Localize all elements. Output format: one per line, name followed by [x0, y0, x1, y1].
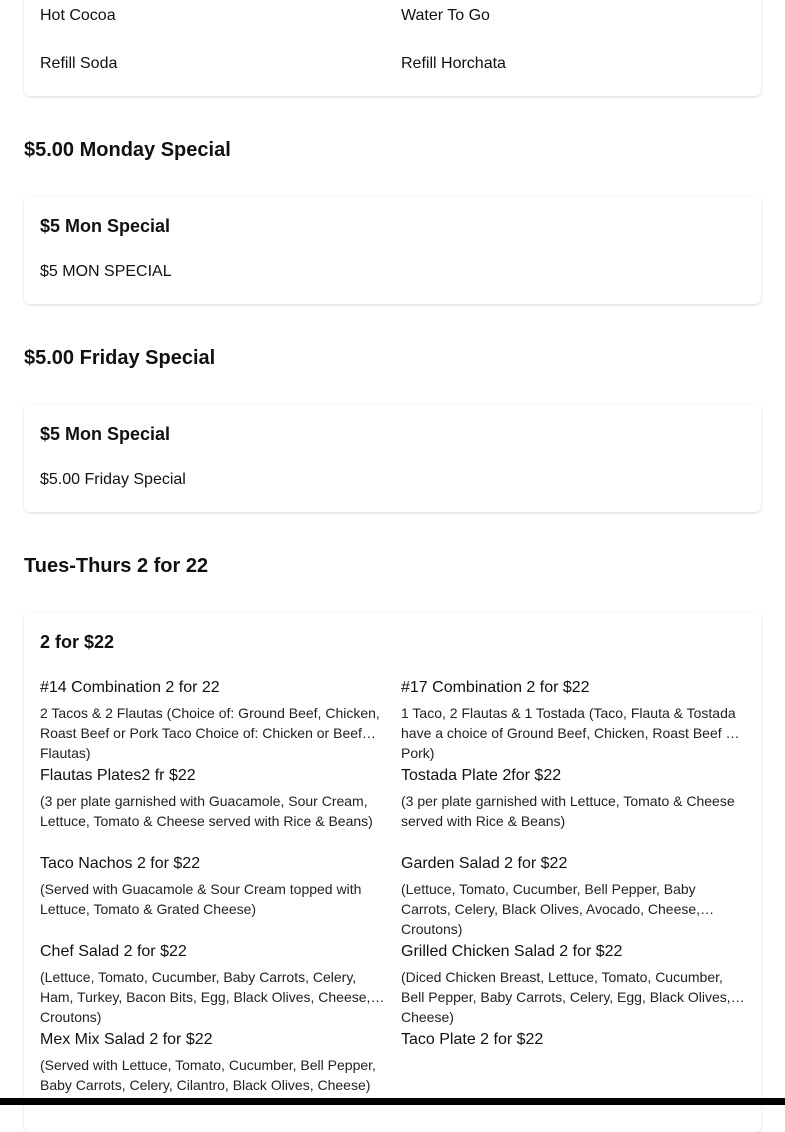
menu-item[interactable] — [401, 1030, 746, 1055]
menu-item[interactable] — [40, 54, 385, 74]
menu-item[interactable] — [40, 678, 385, 761]
menu-item-name: Mex Mix Salad 2 for $22 — [40, 1031, 213, 1048]
menu-item-name: #17 Combination 2 for $22 — [401, 679, 590, 696]
menu-item[interactable]: $5.00 Friday Special — [40, 471, 186, 488]
menu-item-description: (3 per plate garnished with Guacamole, Sour Cream, Lettuce, Tomato & Cheese served with Rice & Beans) — [40, 793, 373, 829]
menu-item-name: Garden Salad 2 for $22 — [401, 855, 568, 872]
menu-item[interactable]: $5 MON SPECIAL — [40, 263, 172, 280]
menu-item-description: (3 per plate garnished with Lettuce, Tomato & Cheese served with Rice & Beans) — [401, 793, 735, 829]
monday-special-card — [24, 196, 761, 304]
section-heading-tues-thurs: Tues-Thurs 2 for 22 — [24, 555, 209, 577]
menu-item-name: Grilled Chicken Salad 2 for $22 — [401, 943, 623, 960]
menu-item[interactable] — [40, 766, 385, 831]
section-heading-friday: $5.00 Friday Special — [24, 347, 216, 369]
menu-item-name: #14 Combination 2 for 22 — [40, 679, 220, 696]
card-title: $5 Mon Special — [40, 424, 171, 444]
section-heading-monday: $5.00 Monday Special — [24, 139, 231, 161]
menu-item[interactable] — [401, 942, 746, 1025]
menu-item[interactable] — [401, 766, 746, 831]
menu-item[interactable] — [401, 6, 746, 26]
menu-item-name: Refill Horchata — [401, 55, 506, 72]
menu-item-description: (Served with Guacamole & Sour Cream topped with Lettuce, Tomato & Grated Cheese) — [40, 881, 362, 917]
menu-item[interactable] — [401, 678, 746, 761]
two-for-22-card — [24, 612, 761, 1132]
menu-item[interactable] — [40, 854, 385, 919]
menu-item-name: Tostada Plate 2for $22 — [401, 767, 562, 784]
menu-item-name: Taco Nachos 2 for $22 — [40, 855, 201, 872]
menu-item-description: 2 Tacos & 2 Flautas (Choice of: Ground Beef, Chicken, Roast Beef or Pork Taco Choice of: Chicken or Beef Flautas) — [40, 705, 380, 761]
menu-item[interactable] — [40, 6, 385, 26]
menu-item-name: Chef Salad 2 for $22 — [40, 943, 187, 960]
menu-item-name: Hot Cocoa — [40, 7, 116, 24]
menu-item-name: Flautas Plates2 fr $22 — [40, 767, 196, 784]
menu-item-name: Taco Plate 2 for $22 — [401, 1031, 544, 1048]
card-title: 2 for $22 — [40, 632, 115, 652]
menu-item-description: 1 Taco, 2 Flautas & 1 Tostada (Taco, Flauta & Tostada have a choice of Ground Beef, Chicken, Roast Beef or Pork) — [401, 705, 738, 761]
menu-item[interactable] — [401, 854, 746, 937]
menu-item-description: (Served with Lettuce, Tomato, Cucumber, Bell Pepper, Baby Carrots, Celery, Cilantro, Black Olives, Cheese) — [40, 1057, 376, 1093]
card-title: $5 Mon Special — [40, 216, 171, 236]
menu-item[interactable] — [401, 54, 746, 74]
bottom-bar — [0, 1098, 785, 1105]
menu-item-description: (Diced Chicken Breast, Lettuce, Tomato, Cucumber, Bell Pepper, Baby Carrots, Celery, Egg, Black Olives, Cheese) — [401, 969, 731, 1025]
friday-special-card — [24, 404, 761, 512]
menu-item-description: (Lettuce, Tomato, Cucumber, Baby Carrots, Celery, Ham, Turkey, Bacon Bits, Egg, Black Olives, Cheese, Croutons) — [40, 969, 371, 1025]
menu-item[interactable] — [40, 1030, 385, 1095]
menu-item[interactable] — [40, 942, 385, 1025]
menu-item-name: Refill Soda — [40, 55, 118, 72]
menu-item-name: Water To Go — [401, 7, 490, 24]
drinks-card — [24, 0, 761, 96]
menu-item-description: (Lettuce, Tomato, Cucumber, Bell Pepper, Baby Carrots, Celery, Black Olives, Avocado, Cheese, Croutons) — [401, 881, 701, 937]
